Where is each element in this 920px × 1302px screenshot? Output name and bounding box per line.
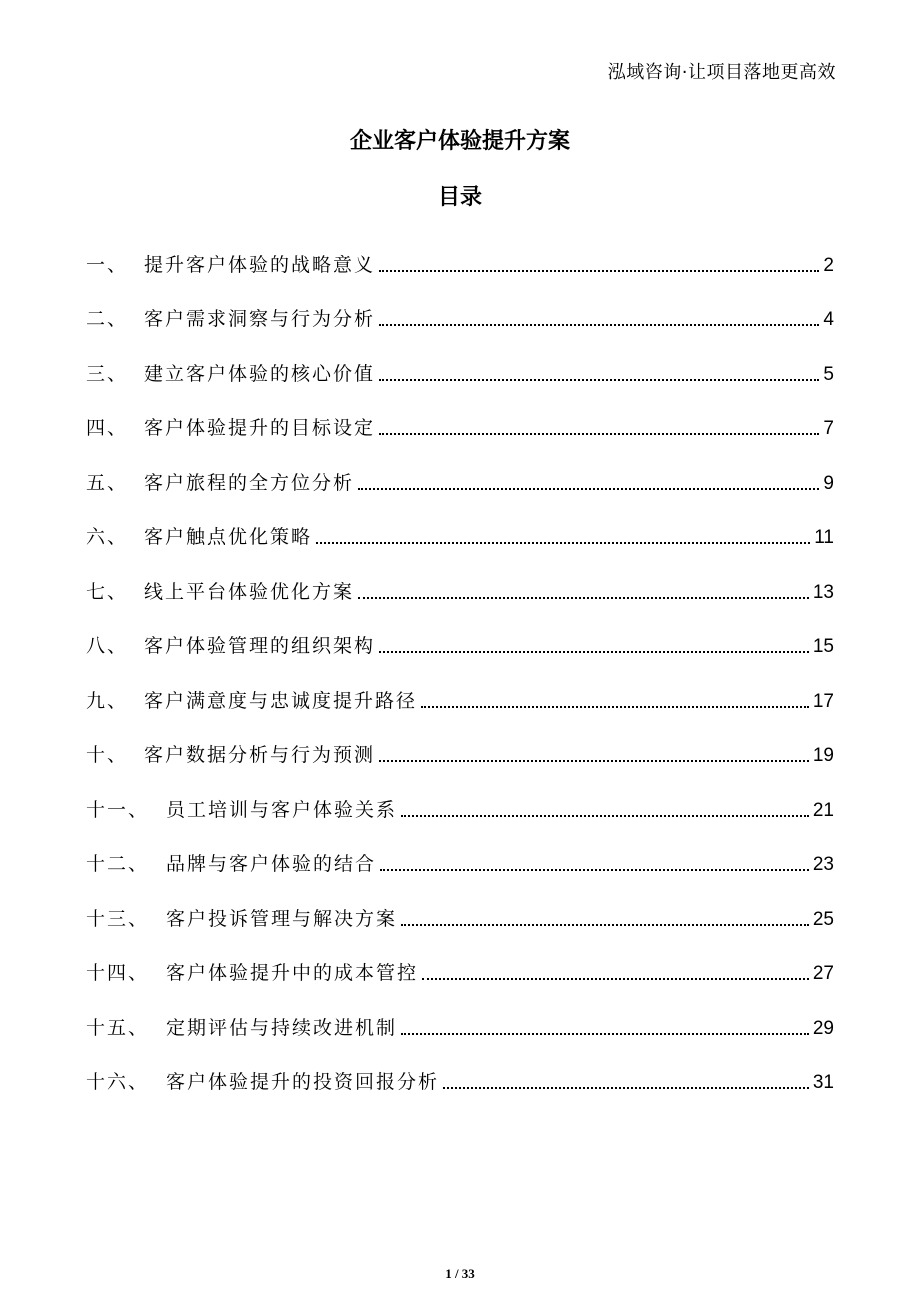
- toc-entry-page: 4: [823, 309, 834, 330]
- toc-entry-page: 2: [823, 254, 834, 276]
- toc-entry-page: 31: [812, 1072, 834, 1093]
- toc-entry[interactable]: [86, 999, 834, 1054]
- toc-entry-page: 19: [812, 745, 834, 766]
- toc-entry-title: 品牌与客户体验的结合: [166, 853, 377, 875]
- toc-entry-page: 27: [812, 963, 834, 984]
- toc-dot-leader: [379, 324, 819, 326]
- toc-entry[interactable]: [86, 836, 834, 891]
- toc-dot-leader: [379, 270, 819, 272]
- toc-dot-leader: [316, 542, 810, 544]
- toc-dot-leader: [421, 706, 809, 708]
- toc-entry[interactable]: [86, 1054, 834, 1109]
- toc-dot-leader: [358, 488, 819, 490]
- toc-entry-number: 十一、: [86, 798, 150, 821]
- toc-entry-title: 客户投诉管理与解决方案: [166, 907, 398, 930]
- toc-entry[interactable]: [86, 454, 834, 509]
- toc-entry-title: 客户数据分析与行为预测: [144, 744, 376, 766]
- toc-entry[interactable]: [86, 400, 834, 455]
- toc-entry-number: 九、: [86, 689, 129, 712]
- toc-entry-number: 十三、: [86, 907, 150, 930]
- toc-entry-page: 5: [823, 363, 834, 385]
- toc-entry[interactable]: [86, 618, 834, 673]
- toc-entry-page: 25: [812, 908, 834, 930]
- toc-dot-leader: [422, 978, 809, 980]
- toc-dot-leader: [380, 869, 809, 871]
- toc-dot-leader: [379, 433, 819, 435]
- header-tagline: 泓域咨询·让项目落地更高效: [607, 62, 836, 83]
- toc-entry-number: 六、: [86, 526, 129, 548]
- toc-entry[interactable]: [86, 509, 834, 564]
- toc-entry-number: 十二、: [86, 853, 150, 875]
- toc-entry-title: 定期评估与持续改进机制: [166, 1016, 398, 1039]
- toc-entry-number: 十四、: [86, 962, 150, 984]
- toc-entry-page: 21: [812, 799, 834, 821]
- toc-entry-title: 客户满意度与忠诚度提升路径: [144, 689, 418, 712]
- toc-entry-number: 三、: [86, 362, 129, 385]
- toc-entry-page: 13: [812, 581, 834, 603]
- table-of-contents: [86, 236, 834, 1108]
- page-indicator: 1 / 33: [445, 1266, 475, 1281]
- toc-dot-leader: [358, 597, 809, 599]
- toc-entry-page: 9: [823, 472, 834, 494]
- document-title: 企业客户体验提升方案: [349, 129, 570, 154]
- toc-dot-leader: [401, 924, 809, 926]
- toc-entry-title: 客户体验提升的目标设定: [144, 417, 376, 439]
- toc-dot-leader: [379, 651, 809, 653]
- toc-entry-title: 客户触点优化策略: [144, 526, 313, 548]
- toc-entry-number: 十六、: [86, 1071, 150, 1093]
- toc-entry-page: 7: [823, 418, 834, 439]
- toc-entry[interactable]: [86, 781, 834, 836]
- toc-heading: 目录: [437, 185, 482, 210]
- toc-dot-leader: [379, 760, 809, 762]
- toc-entry[interactable]: [86, 672, 834, 727]
- toc-entry-title: 提升客户体验的战略意义: [144, 253, 376, 276]
- toc-dot-leader: [379, 379, 819, 381]
- toc-entry-title: 客户体验提升中的成本管控: [166, 962, 419, 984]
- toc-entry-number: 二、: [86, 308, 129, 330]
- toc-entry-number: 十五、: [86, 1016, 150, 1039]
- toc-entry[interactable]: [86, 236, 834, 291]
- toc-entry-number: 五、: [86, 471, 129, 494]
- toc-entry-page: 29: [812, 1017, 834, 1039]
- toc-entry-title: 客户体验提升的投资回报分析: [166, 1071, 440, 1093]
- toc-entry-number: 八、: [86, 635, 129, 657]
- toc-entry-page: 17: [812, 690, 834, 712]
- toc-entry[interactable]: [86, 890, 834, 945]
- toc-entry[interactable]: [86, 291, 834, 346]
- toc-entry-number: 七、: [86, 580, 129, 603]
- toc-entry-page: 23: [812, 854, 834, 875]
- toc-entry-title: 客户需求洞察与行为分析: [144, 308, 376, 330]
- toc-entry-page: 11: [814, 527, 834, 548]
- toc-entry-number: 四、: [86, 417, 129, 439]
- toc-entry-title: 客户体验管理的组织架构: [144, 635, 376, 657]
- toc-entry-title: 线上平台体验优化方案: [144, 580, 355, 603]
- toc-dot-leader: [401, 815, 809, 817]
- toc-entry-title: 客户旅程的全方位分析: [144, 471, 355, 494]
- toc-entry-title: 员工培训与客户体验关系: [166, 798, 398, 821]
- toc-entry-number: 一、: [86, 253, 129, 276]
- toc-entry[interactable]: [86, 345, 834, 400]
- toc-entry[interactable]: [86, 945, 834, 1000]
- toc-entry[interactable]: [86, 727, 834, 782]
- toc-dot-leader: [443, 1087, 809, 1089]
- toc-entry-page: 15: [812, 636, 834, 657]
- toc-entry[interactable]: [86, 563, 834, 618]
- toc-entry-number: 十、: [86, 744, 129, 766]
- toc-dot-leader: [401, 1033, 809, 1035]
- toc-entry-title: 建立客户体验的核心价值: [144, 362, 376, 385]
